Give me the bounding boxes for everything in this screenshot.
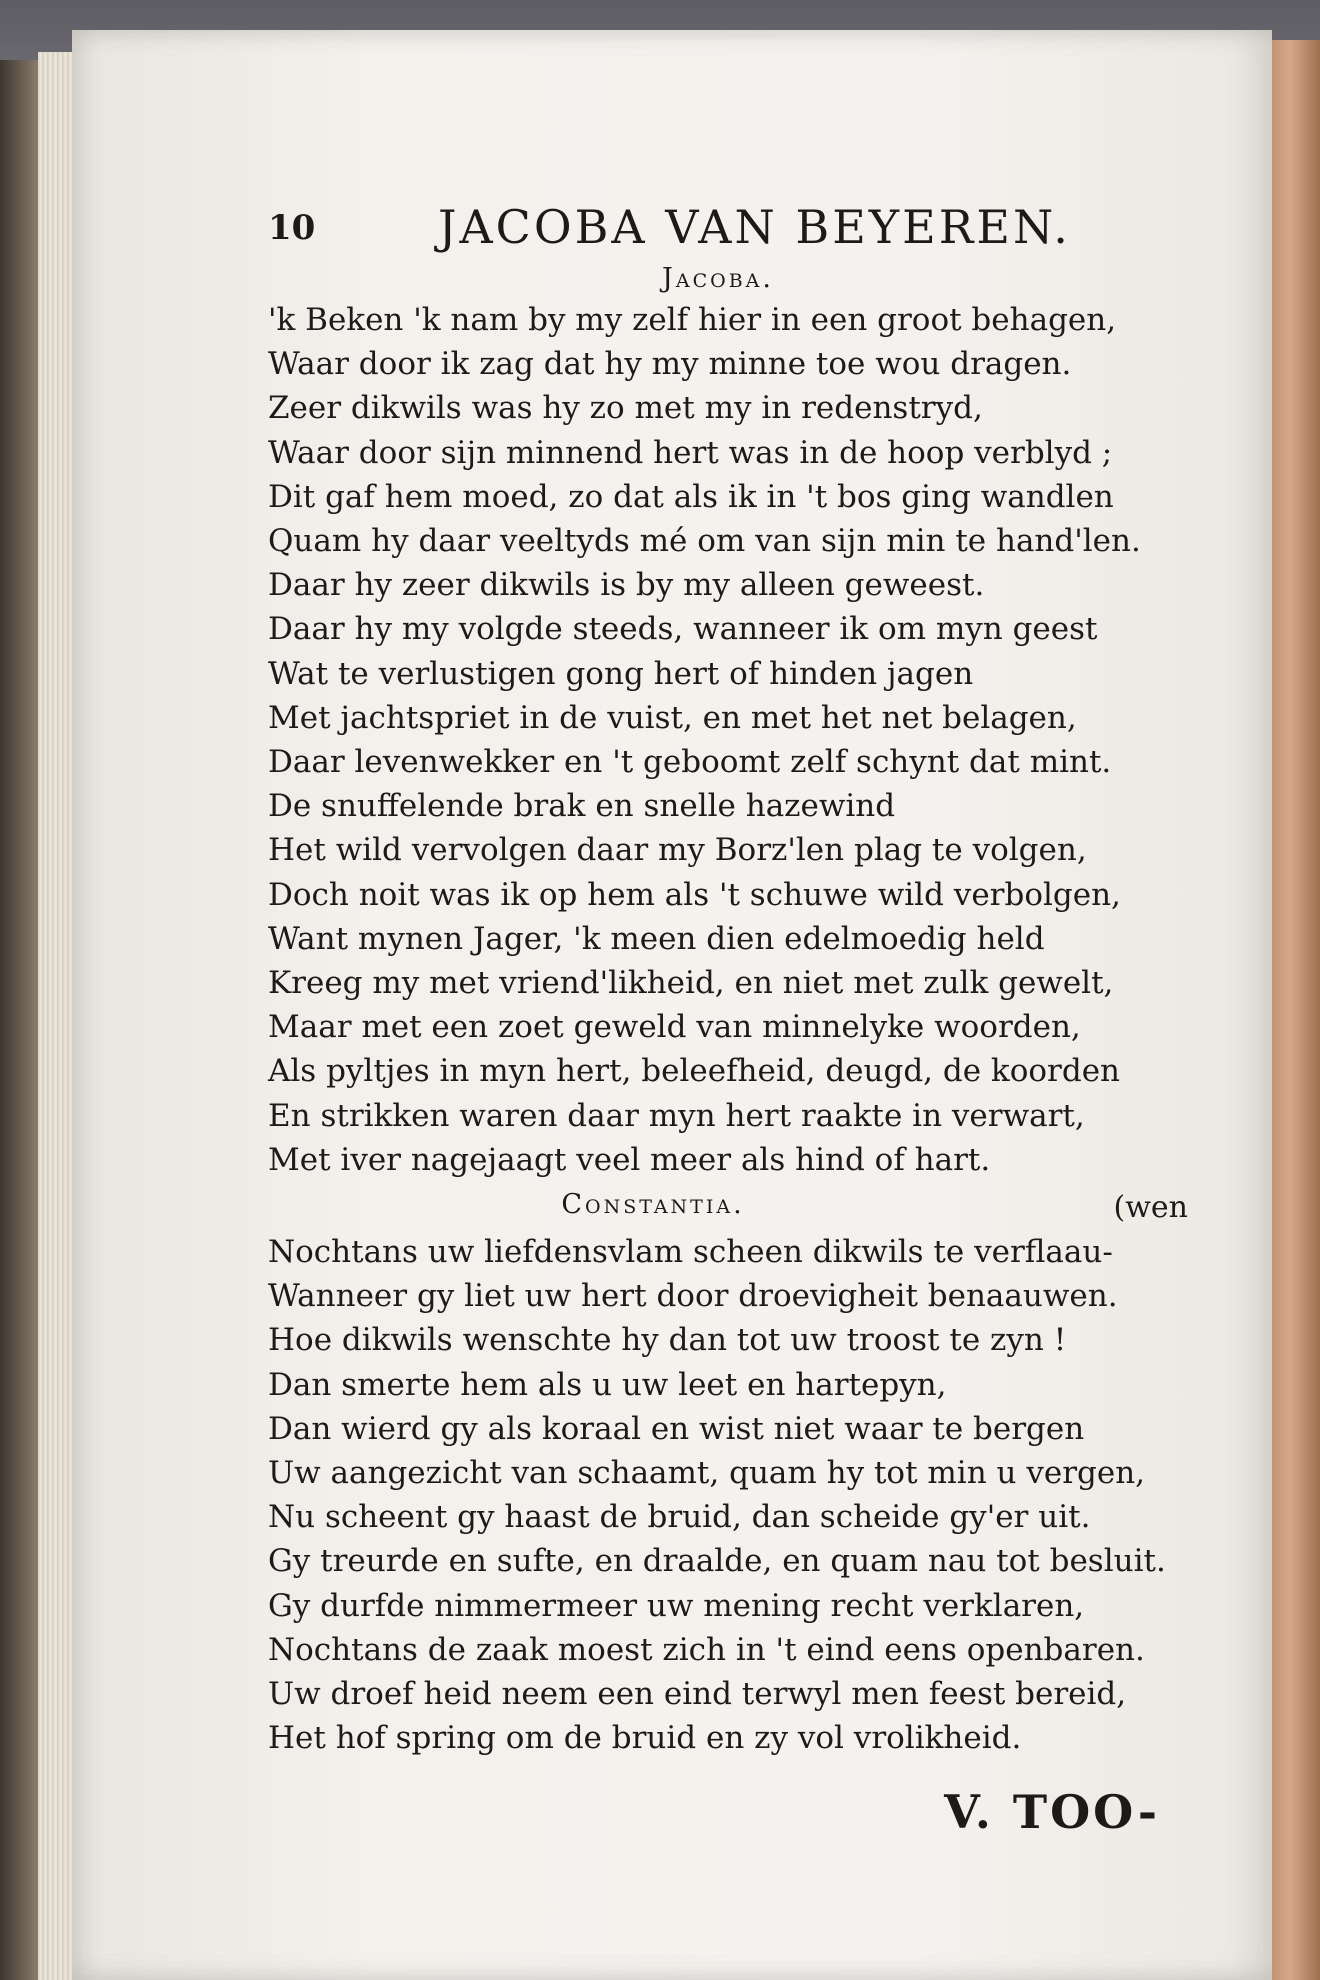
verse-line: Want mynen Jager, 'k meen dien edelmoedig held — [268, 920, 1045, 957]
verse-line: Als pyltjes in myn hert, beleefheid, deugd, de koorden — [268, 1053, 1121, 1090]
verse-line: Doch noit was ik op hem als 't schuwe wild verbolgen, — [268, 876, 1121, 913]
page-number: 10 — [268, 208, 316, 248]
catchword: V. TOO- — [944, 1784, 1160, 1839]
verse-line: Dan wierd gy als koraal en wist niet waar te bergen — [268, 1410, 1085, 1447]
verse-line: Daar levenwekker en 't geboomt zelf schynt dat mint. — [268, 744, 1112, 781]
running-head — [268, 200, 1228, 260]
verse-line: Daar hy my volgde steeds, wanneer ik om myn geest — [268, 611, 1098, 648]
verse-line: Maar met een zoet geweld van minnelyke woorden, — [268, 1009, 1081, 1046]
verse-line: Het hof spring om de bruid en zy vol vrolikheid. — [268, 1720, 1022, 1757]
verse-line: Dit gaf hem moed, zo dat als ik in 't bos ging wandlen — [268, 478, 1114, 515]
verse-line: Met jachtspriet in de vuist, en met het net belagen, — [268, 699, 1077, 736]
verse-line: Hoe dikwils wenschte hy dan tot uw troost te zyn ! — [268, 1322, 1067, 1359]
verse-line: Waar door sijn minnend hert was in de hoop verblyd ; — [268, 434, 1113, 471]
turnover-fragment: (wen — [1113, 1190, 1188, 1226]
verse-line: Dan smerte hem als u uw leet en hartepyn, — [268, 1366, 947, 1403]
speaker-heading-jacoba: Jacoba. — [662, 263, 774, 294]
verse-line: Zeer dikwils was hy zo met my in redenstryd, — [268, 390, 983, 427]
verse-line: Daar hy zeer dikwils is by my alleen geweest. — [268, 567, 985, 604]
verse-line: Nu scheent gy haast de bruid, dan scheide gy'er uit. — [268, 1499, 1091, 1536]
verse-line: Wanneer gy liet uw hert door droevigheit benaauwen. — [268, 1278, 1118, 1315]
verse-line: Het wild vervolgen daar my Borz'len plag te volgen, — [268, 832, 1087, 869]
verse-line: 'k Beken 'k nam by my zelf hier in een groot behagen, — [268, 302, 1117, 338]
speaker-row-constantia — [268, 1186, 1228, 1230]
verse-line: Gy durfde nimmermeer uw mening recht verklaren, — [268, 1587, 1085, 1624]
speech-jacoba — [268, 298, 1228, 1182]
verse-line: Met iver nagejaagt veel meer als hind of hart. — [268, 1141, 991, 1178]
running-title: JACOBA VAN BEYEREN. — [438, 200, 1071, 254]
verse-line: Quam hy daar veeltyds mé om van sijn min te hand'len. — [268, 523, 1141, 560]
speaker-heading-constantia: Constantia. — [561, 1189, 745, 1221]
page-text-block — [268, 200, 1228, 1839]
speech-constantia — [268, 1230, 1228, 1760]
verse-line: De snuffelende brak en snelle hazewind — [268, 788, 896, 825]
verse-line: Nochtans de zaak moest zich in 't eind eens openbaren. — [268, 1631, 1145, 1668]
verse-line: Wat te verlustigen gong hert of hinden jagen — [268, 655, 974, 692]
verse-line: Nochtans uw liefdensvlam scheen dikwils te verflaau- — [268, 1234, 1113, 1271]
verse-line: En strikken waren daar myn hert raakte in verwart, — [268, 1097, 1085, 1134]
verse-line: Kreeg my met vriend'likheid, en niet met zulk gewelt, — [268, 965, 1114, 1002]
verse-line: Uw droef heid neem een eind terwyl men feest bereid, — [268, 1676, 1127, 1713]
verse-line: Gy treurde en sufte, en draalde, en quam nau tot besluit. — [268, 1543, 1166, 1580]
verse-line: Waar door ik zag dat hy my minne toe wou dragen. — [268, 346, 1072, 383]
verse-line: Uw aangezicht van schaamt, quam hy tot min u vergen, — [268, 1455, 1146, 1492]
